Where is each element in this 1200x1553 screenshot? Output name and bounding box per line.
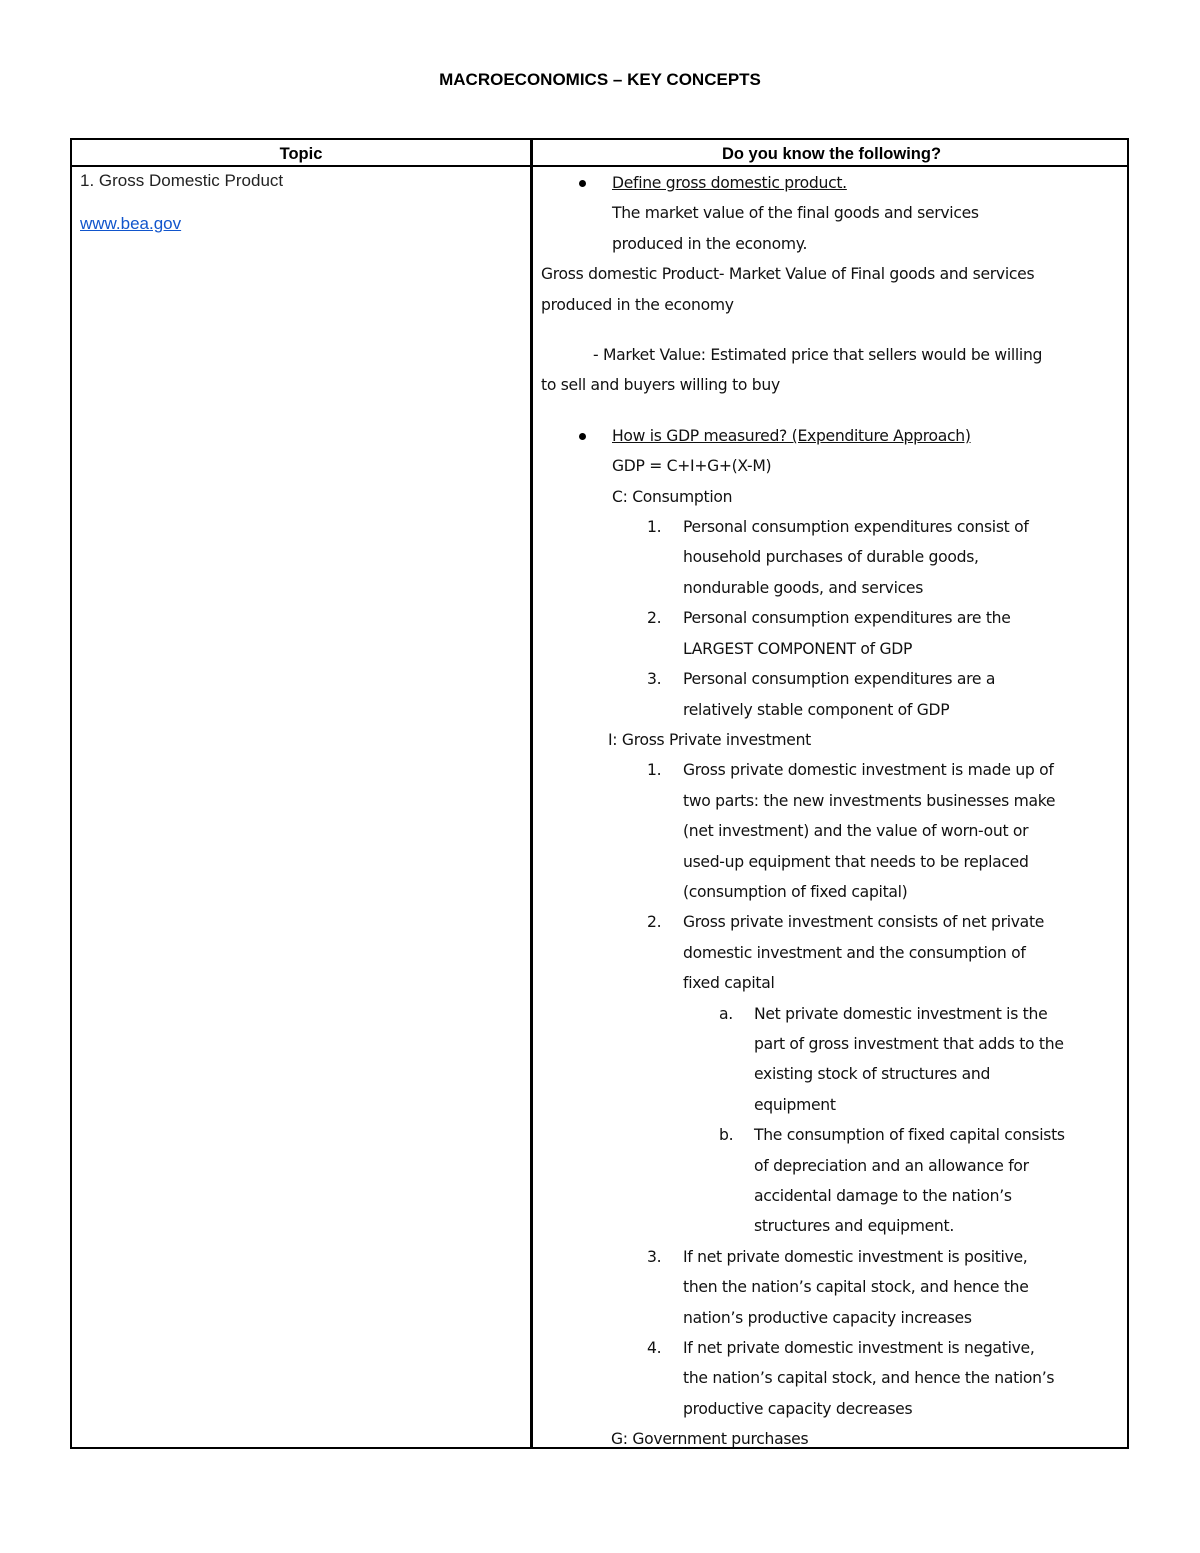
item-line: used-up equipment that needs to be replaced bbox=[683, 852, 1029, 871]
define-line: The market value of the final goods and services bbox=[612, 204, 979, 223]
item-line: Net private domestic investment is the bbox=[754, 1004, 1048, 1023]
item-line: fixed capital bbox=[683, 974, 775, 993]
list-item bbox=[541, 907, 1121, 998]
header-know: Do you know the following? bbox=[721, 145, 942, 163]
list-item bbox=[541, 512, 1121, 603]
item-line: of depreciation and an allowance for bbox=[754, 1156, 1029, 1175]
page-title: MACROECONOMICS – KEY CONCEPTS bbox=[439, 70, 761, 89]
item-line: household purchases of durable goods, bbox=[683, 548, 979, 567]
bea-link[interactable]: www.bea.gov bbox=[80, 214, 182, 233]
item-number: 2. bbox=[647, 913, 662, 932]
column-divider bbox=[530, 140, 533, 1447]
header-topic: Topic bbox=[279, 145, 323, 163]
market-value-line: to sell and buyers willing to buy bbox=[541, 376, 780, 395]
sub-list-item bbox=[541, 1120, 1121, 1242]
item-line: (net investment) and the value of worn-out or bbox=[683, 822, 1029, 841]
item-line: structures and equipment. bbox=[754, 1217, 954, 1236]
define-line: produced in the economy. bbox=[612, 234, 808, 253]
item-line: nation’s productive capacity increases bbox=[683, 1308, 972, 1327]
spacer bbox=[541, 320, 1121, 340]
item-letter: b. bbox=[719, 1126, 734, 1145]
item-line: Personal consumption expenditures consist of bbox=[683, 518, 1029, 537]
item-line: existing stock of structures and bbox=[754, 1065, 991, 1084]
item-line: The consumption of fixed capital consists bbox=[754, 1126, 1065, 1145]
item-line: (consumption of fixed capital) bbox=[683, 882, 908, 901]
item-line: part of gross investment that adds to the bbox=[754, 1034, 1064, 1053]
item-line: If net private domestic investment is positive, bbox=[683, 1247, 1028, 1266]
list-item bbox=[541, 664, 1121, 725]
market-value-line: - Market Value: Estimated price that sellers would be willing bbox=[593, 346, 1043, 365]
spacer bbox=[541, 401, 1121, 421]
concepts-cell bbox=[541, 168, 1121, 1455]
topic-cell bbox=[80, 170, 520, 234]
item-line: Gross private domestic investment is made up of bbox=[683, 761, 1054, 780]
item-number: 2. bbox=[647, 609, 662, 628]
item-line: accidental damage to the nation’s bbox=[754, 1187, 1012, 1205]
gdp-note-line: produced in the economy bbox=[541, 295, 734, 314]
list-item bbox=[541, 755, 1121, 907]
item-line: domestic investment and the consumption of bbox=[683, 943, 1026, 962]
item-number: 4. bbox=[647, 1339, 662, 1358]
item-number: 1. bbox=[647, 518, 662, 537]
item-letter: a. bbox=[719, 1004, 733, 1023]
item-number: 3. bbox=[647, 1247, 662, 1266]
list-item bbox=[541, 603, 1121, 664]
item-line: LARGEST COMPONENT of GDP bbox=[683, 639, 913, 658]
government-heading: G: Government purchases bbox=[611, 1430, 809, 1449]
item-number: 3. bbox=[647, 670, 662, 689]
item-number: 1. bbox=[647, 761, 662, 780]
consumption-heading: C: Consumption bbox=[612, 487, 733, 506]
list-item bbox=[541, 1333, 1121, 1424]
investment-heading: I: Gross Private investment bbox=[608, 730, 811, 749]
item-line: If net private domestic investment is negative, bbox=[683, 1339, 1035, 1358]
measure-gdp-heading: How is GDP measured? (Expenditure Approach) bbox=[541, 421, 1121, 451]
item-line: Personal consumption expenditures are the bbox=[683, 609, 1011, 628]
concepts-table bbox=[70, 138, 1129, 1449]
item-line: then the nation’s capital stock, and hence the bbox=[683, 1278, 1029, 1297]
topic-name: 1. Gross Domestic Product bbox=[80, 171, 284, 190]
item-line: productive capacity decreases bbox=[683, 1399, 913, 1418]
item-line: relatively stable component of GDP bbox=[683, 700, 950, 719]
list-item bbox=[541, 1242, 1121, 1333]
item-line: two parts: the new investments businesses make bbox=[683, 791, 1056, 810]
item-line: the nation’s capital stock, and hence the nation’s bbox=[683, 1369, 1055, 1388]
item-line: Gross private investment consists of net private bbox=[683, 913, 1045, 932]
sub-list-item bbox=[541, 999, 1121, 1121]
gdp-note-line: Gross domestic Product- Market Value of Final goods and services bbox=[541, 265, 1035, 284]
item-line: Personal consumption expenditures are a bbox=[683, 670, 996, 689]
item-line: equipment bbox=[754, 1095, 836, 1114]
define-gdp-heading: Define gross domestic product. bbox=[541, 168, 1121, 198]
table-header-row bbox=[72, 140, 1127, 167]
item-line: nondurable goods, and services bbox=[683, 578, 924, 597]
gdp-formula: GDP = C+I+G+(X-M) bbox=[612, 457, 772, 476]
